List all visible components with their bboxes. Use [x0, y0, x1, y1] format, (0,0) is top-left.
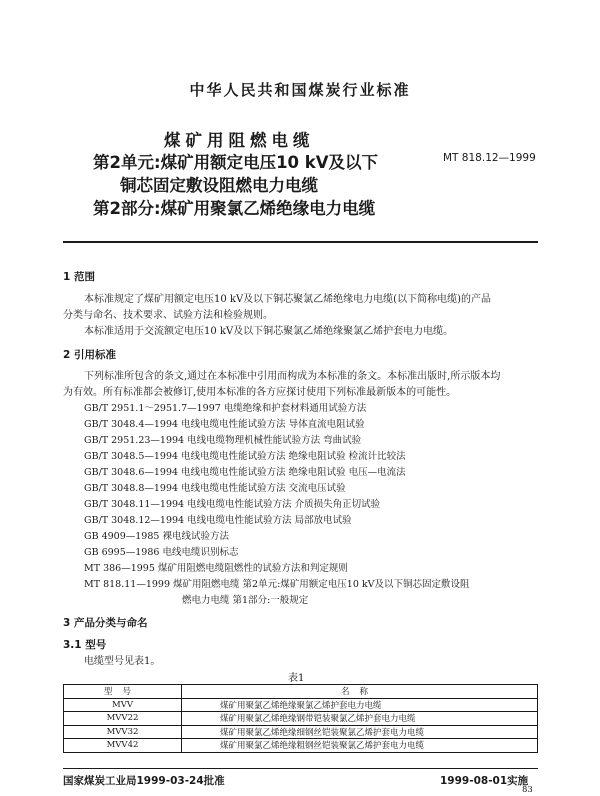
- section-2-intro-line-1: 下列标准所包含的条文,通过在本标准中引用而构成为本标准的条文。本标准出版时,所示版本均: [84, 371, 501, 382]
- ref-gb-3048-12: GB/T 3048.12—1994 电线电缆电性能试验方法 局部放电试验: [84, 515, 352, 526]
- ref-gb-6995: GB 6995—1986 电线电缆识别标志: [84, 547, 239, 558]
- section-3-1-text: 电缆型号见表1。: [84, 656, 161, 667]
- ref-mt-818-11-continuation: 燃电力电缆 第1部分:一般规定: [182, 595, 309, 606]
- section-3-heading: 3 产品分类与命名: [63, 617, 148, 629]
- table-cell-model: MVV32: [64, 725, 182, 739]
- ref-gb-3048-11: GB/T 3048.11—1994 电线电缆电性能试验方法 介质损失角正切试验: [84, 499, 381, 510]
- table-header-name: 名称: [182, 685, 538, 699]
- table-cell-model: MVV: [64, 698, 182, 712]
- ref-mt-818-11: MT 818.11—1999 煤矿用阻燃电缆 第2单元:煤矿用额定电压10 kV及以下铜芯固定敷设阻: [84, 579, 470, 590]
- table-header-row: [64, 685, 538, 699]
- table-cell-name: 煤矿用聚氯乙烯绝缘聚氯乙烯护套电力电缆: [182, 698, 538, 712]
- ref-gb-4909: GB 4909—1985 裸电线试验方法: [84, 531, 229, 542]
- effective-date: 1999-08-01实施: [440, 775, 529, 787]
- table-1-caption: 表1: [288, 673, 305, 684]
- table-cell-model: MVV22: [64, 712, 182, 726]
- table-row: [64, 725, 538, 739]
- approval-date: 国家煤炭工业局1999-03-24批准: [63, 775, 225, 787]
- section-1-para-1-line-1: 本标准规定了煤矿用额定电压10 kV及以下铜芯聚氯乙烯绝缘电力电缆(以下简称电缆)的产品: [84, 294, 491, 305]
- ref-gb-3048-4: GB/T 3048.4—1994 电线电缆电性能试验方法 导体直流电阻试验: [84, 419, 365, 430]
- title-line-4: 第2部分:煤矿用聚氯乙烯绝缘电力电缆: [93, 199, 376, 218]
- org-title: 中华人民共和国煤炭行业标准: [189, 81, 411, 99]
- section-2-intro-line-2: 为有效。所有标准都会被修订,使用本标准的各方应探讨使用下列标准最新版本的可能性。: [63, 387, 457, 398]
- section-1-para-1-line-2: 分类与命名、技术要求、试验方法和检验规则。: [63, 310, 273, 321]
- ref-gb-3048-5: GB/T 3048.5—1994 电线电缆电性能试验方法 绝缘电阻试验 检流计比较法: [84, 451, 406, 462]
- table-cell-name: 煤矿用聚氯乙烯绝缘细钢丝铠装聚氯乙烯护套电力电缆: [182, 725, 538, 739]
- section-1-para-2: 本标准适用于交流额定电压10 kV及以下铜芯聚氯乙烯绝缘聚氯乙烯护套电力电缆。: [84, 326, 454, 337]
- table-row: [64, 712, 538, 726]
- title-line-1: 煤矿用阻燃电缆: [164, 131, 315, 150]
- ref-gb-2951-1: GB/T 2951.1～2951.7—1997 电缆绝缘和护套材料通用试验方法: [84, 403, 367, 414]
- section-1-heading: 1 范围: [63, 271, 95, 283]
- ref-gb-3048-6: GB/T 3048.6—1994 电线电缆电性能试验方法 绝缘电阻试验 电压—电流法: [84, 467, 406, 478]
- table-cell-name: 煤矿用聚氯乙烯绝缘粗钢丝铠装聚氯乙烯护套电力电缆: [182, 739, 538, 753]
- title-line-2: 第2单元:煤矿用额定电压10 kV及以下: [93, 153, 379, 172]
- section-3-1-heading: 3.1 型号: [63, 639, 107, 651]
- table-row: [64, 698, 538, 712]
- table-row: [64, 739, 538, 753]
- ref-gb-3048-8: GB/T 3048.8—1994 电线电缆电性能试验方法 交流电压试验: [84, 483, 346, 494]
- ref-mt-386: MT 386—1995 煤矿用阻燃电缆阻燃性的试验方法和判定规则: [84, 563, 348, 574]
- title-line-3: 铜芯固定敷设阻燃电力电缆: [120, 176, 318, 195]
- table-cell-model: MVV42: [64, 739, 182, 753]
- page-number: 83: [522, 785, 533, 795]
- standard-number: MT 818.12—1999: [443, 152, 536, 164]
- section-2-heading: 2 引用标准: [63, 349, 116, 361]
- header-divider: [63, 241, 538, 243]
- table-cell-name: 煤矿用聚氯乙烯绝缘钢带铠装聚氯乙烯护套电力电缆: [182, 712, 538, 726]
- table-1: [63, 684, 538, 753]
- footer-divider: [63, 768, 538, 769]
- table-header-model: 型号: [64, 685, 182, 699]
- ref-gb-2951-23: GB/T 2951.23—1994 电线电缆物理机械性能试验方法 弯曲试验: [84, 435, 362, 446]
